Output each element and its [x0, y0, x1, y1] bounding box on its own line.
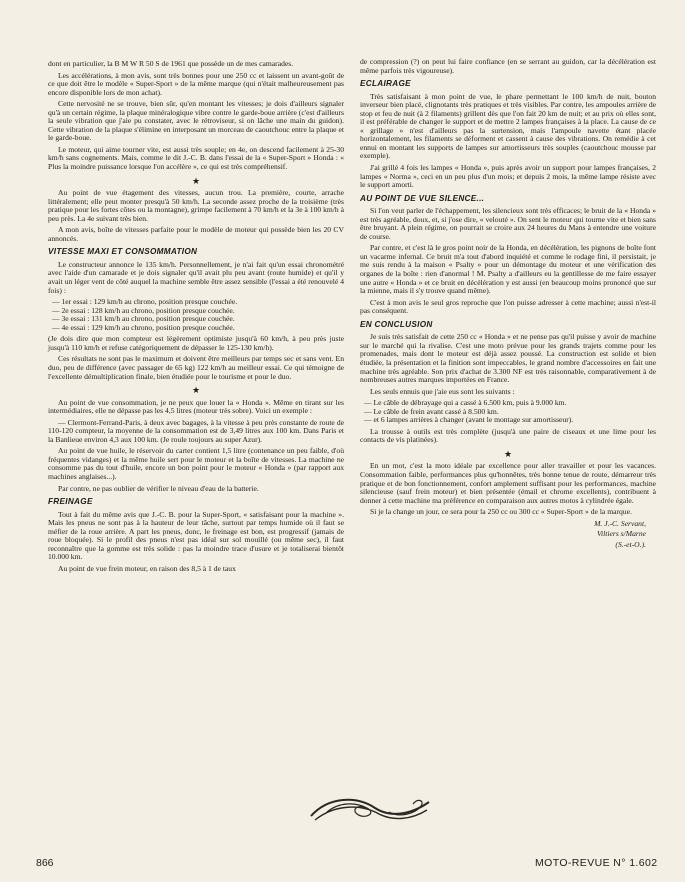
paragraph: J'ai grillé 4 fois les lampes « Honda », puis après avoir un support pour lampes françaises, 2 lampes « Norma », ceci en un peu plus d'un mois; et depuis 2 mois, la même lampe résiste avec le support amorti.	[360, 163, 656, 190]
paragraph: Très satisfaisant à mon point de vue, le phare permettant le 100 km/h de nuit, bouton inverseur bien placé, clignotants très pratiques et très visibles. Par contre, les ampoules arrière de stop et feu de nuit (à 2 filaments) grillent dès que l'on fait 20 km de nuit; et au prix où elles sont, il est préférable de changer le support et de mettre 2 lampes françaises à la place. La cause de ce « grillage » n'est d'ailleurs pas la surtension, mais l'ampoule navette étant placée horizontalement, les filaments se déforment et cassent à cause des vibrations. On remédie à cet ennui en montant les supports de lampes sur amortisseurs très souples (caoutchouc mousse par exemple).	[360, 91, 656, 161]
paragraph: Cette nervosité ne se trouve, bien sûr, qu'en montant les vitesses; je dois d'ailleurs signaler qu'à un certain régime, la plaque minéralogique vibre contre le garde-boue arrière (c'est d'ailleurs la seule vibration que j'aie pu constater, avec le rétroviseur, si on lâche une main du guidon). Cette vibration de la plaque s'élimine en interposant un morceau de caoutchouc entre la plaque et le garde-boue.	[48, 99, 344, 143]
paragraph: Par contre, et c'est là le gros point noir de la Honda, en décélération, les pignons de boîte font un vacarme infernal. Ce bruit m'a tout d'abord inquiété et comme le rodage fini, il persistait, je me suis rendu à la maison « Psalty » pour un démontage du moteur et une vérification des organes de la boîte : rien d'anormal ! M. Psalty a d'ailleurs eu la gentillesse de me faire essayer une autre « Honda » et ce bruit en décélération y est aussi (en beaucoup moins prononcé que sur la mienne, mais il s'y trouve quand même).	[360, 243, 656, 296]
paragraph: Ces résultats ne sont pas le maximum et doivent être meilleurs par temps sec et sans vent. En duo, peu de différence (avec passager de 65 kg) 122 km/h au meilleur essai. Ce qui témoigne de l'excellente démultiplication finale, bien étudiée pour le tourisme et pour le duo.	[48, 354, 344, 381]
paragraph: C'est à mon avis le seul gros reproche que l'on puisse adresser à cette machine; aussi n'est-il pas conséquent.	[360, 297, 656, 316]
section-heading: EN CONCLUSION	[360, 319, 433, 329]
paragraph: Je suis très satisfait de cette 250 cc « Honda » et ne pense pas qu'il puisse y avoir de machine sur le marché qui la rivalise. C'est une moto prévue pour les grands trajets comme pour les promenades, mais dont le moteur est déjà assez poussé. La construction est solide et bien étudiée, la présentation et la finition sont impeccables, le grand nombre d'accessoires en fait une machine très agréable. Son prix d'achat de 3.300 NF est très raisonnable, comparativement à de nombreuses autres marques importées en France.	[360, 332, 656, 385]
paragraph: Au point de vue étagement des vitesses, aucun trou. La première, courte, arrache littéralement; elle peut monter presqu'à 50 km/h. La seconde assez proche de la troisième (très pratique pour les fortes côtes ou la montagne), grimpe facilement à 70 km/h et la 3e à 100 km/h à peu près. La 4e suivant très bien.	[48, 188, 344, 223]
signature-town: Viltiers s/Marne	[596, 529, 646, 539]
list-item: — Le câble de débrayage qui a cassé à 6.500 km, puis à 9.000 km.	[364, 398, 567, 408]
paragraph: Au point de vue consommation, je ne peux que louer la « Honda ». Même en tirant sur les intermédiaires, elle ne dépasse pas les 4,5 litres (moteur très sobre). Voici un exemple :	[48, 397, 344, 416]
star-separator: ★	[191, 385, 201, 396]
paragraph: Si je la change un jour, ce sera pour la 250 cc ou 300 cc « Super-Sport » de la marque.	[370, 507, 632, 517]
paragraph: — Clermont-Ferrand-Paris, à deux avec bagages, à la vitesse à peu près constante de route de 110-120 compteur, la moyenne de la consommation est de 3,49 litres aux 100 km. Dans Paris et la Banlieue environ 4,3 aux 100 km. (Je roule toujours au super Azur).	[48, 417, 344, 444]
paragraph: Au point de vue frein moteur, en raison des 8,5 à 1 de taux	[58, 563, 236, 573]
problem-list	[360, 399, 656, 425]
list-item: — Le câble de frein avant cassé à 8.500 km.	[364, 406, 499, 416]
paragraph: Les accélérations, à mon avis, sont très bonnes pour une 250 cc et laissent un avant-goût de ce que doit être le modèle « Super-Sport » de la même marque (qui n'était malheureusement pas encore disponible lors de mon achat).	[48, 70, 344, 97]
paragraph: (Je dois dire que mon compteur est légèrement optimiste jusqu'à 60 km/h, à peu près juste jusqu'à 110 km/h et refuse catégoriquement de dépasser le 125-130 km/h).	[48, 334, 344, 352]
page-number: 866	[36, 857, 54, 869]
signature-name: M. J.-C. Servant,	[594, 518, 646, 528]
list-item: — 2e essai : 128 km/h au chrono, position presque couchée.	[52, 305, 235, 315]
magazine-issue: MOTO-REVUE N° 1.602	[535, 857, 658, 869]
list-item: — et 6 lampes arrières à changer (avant le montage sur amortisseur).	[364, 415, 574, 425]
right-column	[360, 58, 656, 549]
paragraph: En un mot, c'est la moto idéale par excellence pour aller travailler et pour les vacances. Consommation faible, performances plus qu'honnêtes, très bonne tenue de route, démarreur très pratique et de bon fonctionnement, confort amplement suffisant pour les performances, machine silencieuse (sauf frein moteur) et bien présentée (émail et chrome excellents), contribuent à donner à cette machine ma préférence en comparaison aux autres motos à cylindrée égale.	[360, 461, 656, 505]
list-item: — 3e essai : 131 km/h au chrono, position presque couchée.	[52, 314, 235, 324]
paragraph: A mon avis, boîte de vitesses parfaite pour le modèle de moteur qui possède bien les 20 CV annoncés.	[48, 225, 344, 243]
left-column	[48, 60, 344, 576]
paragraph: La trousse à outils est très complète (jusqu'à une paire de ciseaux et une lime pour les contacts de vis platinées).	[360, 426, 656, 445]
list-item: — 4e essai : 129 km/h au chrono, position presque couchée.	[52, 322, 235, 332]
paragraph: Les seuls ennuis que j'aie eus sont les suivants :	[370, 386, 515, 396]
section-heading: FREINAGE	[48, 497, 93, 507]
test-list	[48, 298, 344, 332]
paragraph: de compression (?) on peut lui faire confiance (en se serrant au guidon, car la décélération est même parfois très vigoureuse).	[360, 57, 656, 75]
star-separator: ★	[503, 448, 513, 459]
paragraph: Le moteur, qui aime tourner vite, est aussi très souple; en 4e, on descend facilement à 25-30 km/h sans cognements. Mais, comme le dit J.-C. B. dans l'essai de la « Super-Sport » Honda : « Plus la moindre puissance lorsque l'on accélère », ce qui est très compréhensif.	[48, 144, 344, 172]
section-heading: AU POINT DE VUE SILENCE...	[360, 193, 485, 203]
paragraph: dont en particulier, la B M W R 50 S de 1961 que possède un de mes camarades.	[48, 59, 294, 68]
paragraph: Si l'on veut parler de l'échappement, les silencieux sont très efficaces; le bruit de la « Honda » est très agréable, doux, et, si j'ose dire, « velouté ». On sent le moteur qui tourne vite et bien sans être bruyant. A plein régime, on pourrait se croire aux 24 heures du Mans à entendre une voiture de course.	[360, 206, 656, 241]
section-heading: VITESSE MAXI ET CONSOMMATION	[48, 247, 198, 257]
paragraph: Tout à fait du même avis que J.-C. B. pour la Super-Sport, « satisfaisant pour la machine ». Mais les pneus ne sont pas à la hauteur de leur tâche, surtout par temps humide où il faut se méfier de la roue arrière. A part les pneus, donc, le freinage est bon, est progressif (jamais de roue bloquée). Si le profil des pneus n'est pas idéal sur sol mouillé (ou même sec), il faut reconnaître que la gomme est très solide : pas la moindre trace d'usure et je totaliserai bientôt 10.000 km.	[48, 509, 344, 562]
star-separator: ★	[191, 175, 201, 186]
swirl-ornament-icon	[305, 790, 435, 826]
paragraph: Par contre, ne pas oublier de vérifier le niveau d'eau de la batterie.	[58, 483, 259, 493]
section-heading: ECLAIRAGE	[360, 79, 411, 89]
signature-department: (S.-et-O.).	[615, 539, 646, 549]
paragraph: Le constructeur annonce le 135 km/h. Personnellement, je n'ai fait qu'un essai chronométré avec l'aide d'un camarade et je dois signaler qu'il avait plu peu avant (route humide) et qu'il y avait un léger vent de côté auquel la machine semble être assez sensible (l'essai a été renouvelé 4 fois) :	[48, 259, 344, 295]
list-item: — 1er essai : 129 km/h au chrono, position presque couchée.	[52, 297, 238, 307]
paragraph: Au point de vue huile, le réservoir du carter contient 1,5 litre (contenance un peu faible, d'où fréquentes vidanges) et la même huile sert pour le moteur et la boîte de vitesses. La machine ne consomme pas du tout d'huile, encore un bon point pour le moteur « Honda » (par rapport aux machines anglaises...).	[48, 446, 344, 481]
